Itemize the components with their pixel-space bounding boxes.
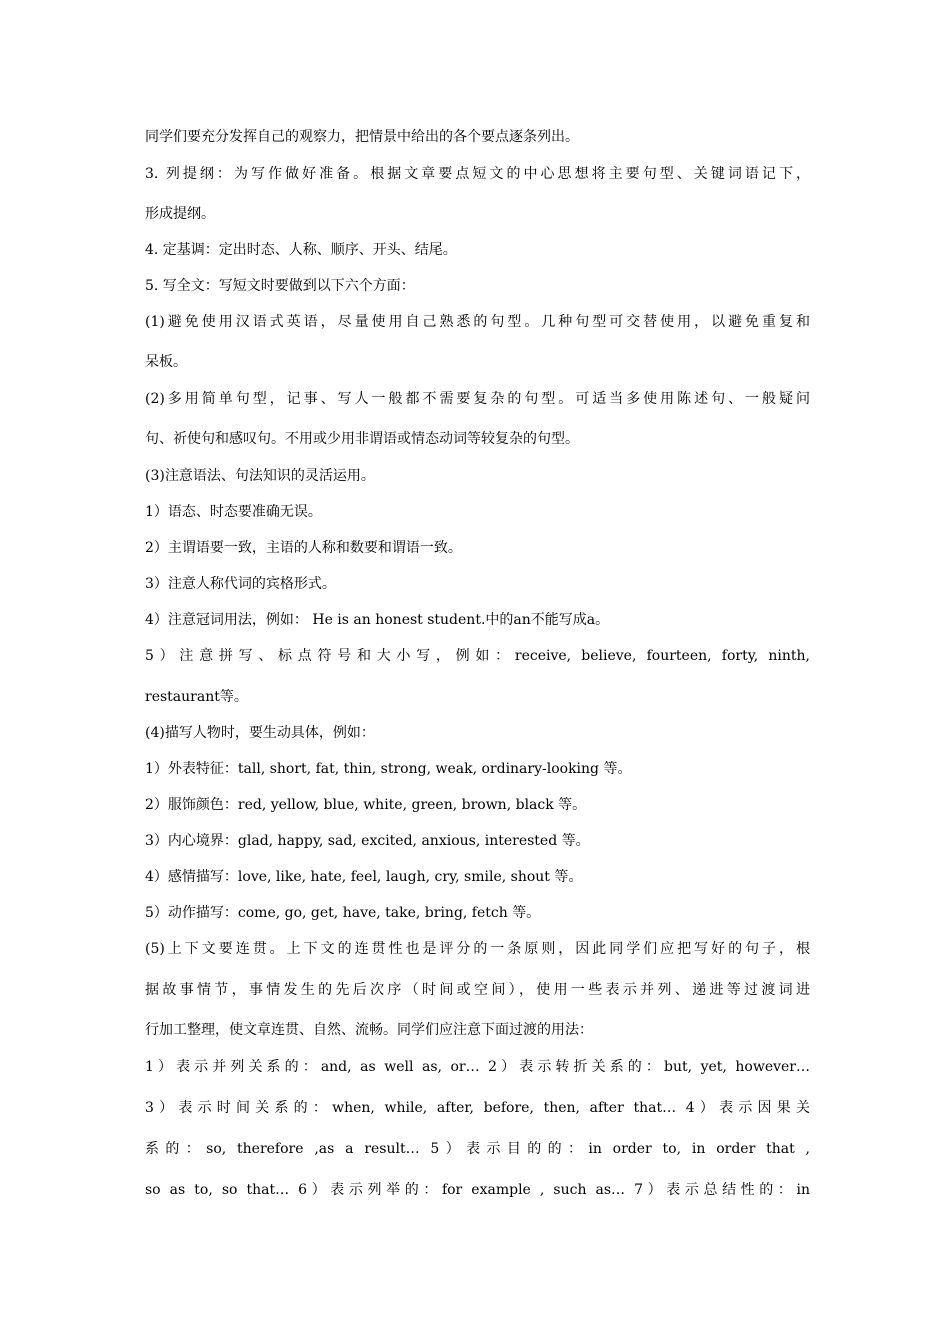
paragraph-line: (1)避免使用汉语式英语，尽量使用自己熟悉的句型。几种句型可交替使用，以避免重复和: [145, 314, 810, 330]
paragraph-line: 2）主谓语要一致，主语的人称和数要和谓语一致。: [145, 540, 462, 556]
paragraph-line: 据故事情节，事情发生的先后次序（时间或空间），使用一些表示并列、递进等过渡词进: [145, 982, 810, 998]
paragraph-line: 4. 定基调：定出时态、人称、顺序、开头、结尾。: [145, 242, 457, 258]
paragraph-line: (3)注意语法、句法知识的灵活运用。: [145, 468, 375, 484]
paragraph-line: 2）服饰颜色：red, yellow, blue, white, green, brown, black 等。: [145, 797, 587, 813]
paragraph-line: 4）感情描写：love, like, hate, feel, laugh, cry, smile, shout 等。: [145, 869, 583, 885]
paragraph-line: (5)上下文要连贯。上下文的连贯性也是评分的一条原则，因此同学们应把写好的句子，根: [145, 941, 810, 957]
paragraph-line: 形成提纲。: [145, 206, 215, 222]
paragraph-line: 同学们要充分发挥自己的观察力，把情景中给出的各个要点逐条列出。: [145, 129, 579, 145]
paragraph-line: 5）动作描写：come, go, get, have, take, bring, fetch 等。: [145, 905, 541, 921]
paragraph-line: 1）外表特征：tall, short, fat, thin, strong, weak, ordinary-looking 等。: [145, 761, 632, 777]
paragraph-line: 3）注意人称代词的宾格形式。: [145, 576, 336, 592]
paragraph-line: 行加工整理，使文章连贯、自然、流畅。同学们应注意下面过渡的用法：: [145, 1022, 593, 1038]
paragraph-line: so as to, so that… 6）表示列举的：for example , such as… 7）表示总结性的：in: [145, 1182, 810, 1198]
paragraph-line: 5）注意拼写、标点符号和大小写，例如：receive, believe, fourteen, forty, ninth,: [145, 648, 810, 664]
paragraph-line: 系的：so, therefore ,as a result… 5）表示目的的：in order to, in order that ,: [145, 1141, 810, 1157]
paragraph-line: (4)描写人物时，要生动具体，例如：: [145, 725, 375, 741]
paragraph-line: 4）注意冠词用法，例如： He is an honest student.中的an不能写成a。: [145, 612, 610, 628]
paragraph-line: 1）表示并列关系的：and, as well as, or… 2）表示转折关系的：but, yet, however…: [145, 1059, 810, 1075]
paragraph-line: 句、祈使句和感叹句。不用或少用非谓语或情态动词等较复杂的句型。: [145, 431, 579, 447]
paragraph-line: (2)多用简单句型，记事、写人一般都不需要复杂的句型。可适当多使用陈述句、一般疑问: [145, 391, 810, 407]
paragraph-line: 3. 列提纲：为写作做好准备。根据文章要点短文的中心思想将主要句型、关键词语记下，: [145, 166, 810, 182]
paragraph-line: 3）表示时间关系的：when, while, after, before, then, after that… 4）表示因果关: [145, 1100, 810, 1116]
paragraph-line: 5. 写全文：写短文时要做到以下六个方面：: [145, 278, 415, 294]
paragraph-line: restaurant等。: [145, 689, 248, 705]
paragraph-line: 1）语态、时态要准确无误。: [145, 504, 322, 520]
paragraph-line: 3）内心境界：glad, happy, sad, excited, anxious, interested 等。: [145, 833, 590, 849]
paragraph-line: 呆板。: [145, 354, 187, 370]
